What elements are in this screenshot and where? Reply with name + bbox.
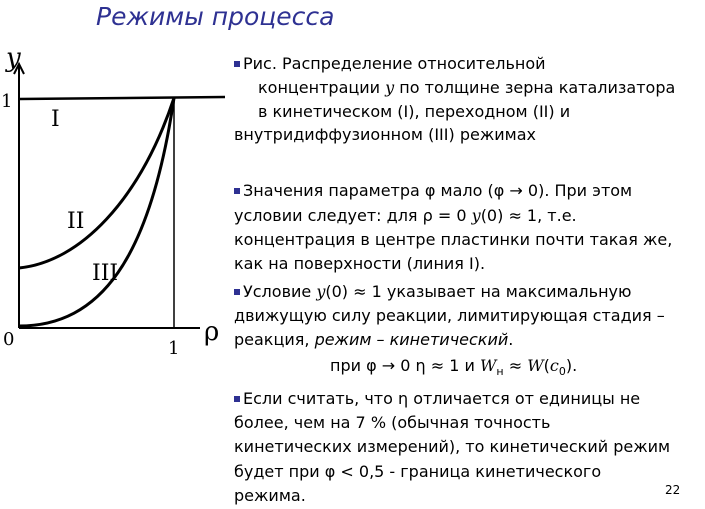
p2-line-3: концентрация в центре пластинки почти такая же, <box>234 230 673 249</box>
tick-origin: 0 <box>3 329 15 350</box>
concentration-graph <box>0 40 225 360</box>
p2-line-4: как на поверхности (линия I). <box>234 254 486 273</box>
p3-line-1: Условие y(0) ≈ 1 указывает на максимальную <box>234 281 631 303</box>
p3-formula: при φ → 0 η ≈ 1 и $W_н \approx W(c_0)$. <box>330 356 578 379</box>
curve-II <box>19 98 174 268</box>
p3-line-3: реакция, режим – кинетический. <box>234 330 514 349</box>
p4-line-3: кинетических измерений), то кинетический режим <box>234 437 671 456</box>
bullet-icon <box>234 396 240 402</box>
page-number: 22 <box>665 483 681 497</box>
x-axis-label: ρ <box>204 317 220 347</box>
tick-x-one: 1 <box>168 338 180 359</box>
p2-line-2: условии следует: для ρ = 0 y(0) ≈ 1, т.е. <box>234 206 577 225</box>
p1-line-1: Рис. Распределение относительной <box>234 53 546 75</box>
p1-line-3: в кинетическом (I), переходном (II) и <box>258 102 571 121</box>
y-axis-label: y <box>6 43 21 73</box>
slide-title: Режимы процесса <box>96 2 335 31</box>
curve-I <box>19 97 225 99</box>
p2-line-1: Значения параметра φ мало (φ → 0). При этом <box>234 180 632 202</box>
p4-line-5: режима. <box>234 486 306 505</box>
curve-label-I: I <box>51 107 60 132</box>
p1-line-4: внутридиффузионном (III) режимах <box>234 125 536 144</box>
tick-y-one: 1 <box>1 91 13 112</box>
p1-line-2: концентрации y по толщине зерна катализатора <box>258 78 676 97</box>
p4-line-4: будет при φ < 0,5 - граница кинетического <box>234 462 602 481</box>
p3-line-2: движущую силу реакции, лимитирующая стадия – <box>234 306 665 325</box>
curve-III <box>19 98 174 326</box>
bullet-icon <box>234 188 240 194</box>
curve-label-II: II <box>67 209 85 234</box>
p4-line-1: Если считать, что η отличается от единицы не <box>234 388 640 410</box>
bullet-icon <box>234 61 240 67</box>
p4-line-2: более, чем на 7 % (обычная точность <box>234 413 551 432</box>
bullet-icon <box>234 289 240 295</box>
curve-label-III: III <box>92 261 119 286</box>
